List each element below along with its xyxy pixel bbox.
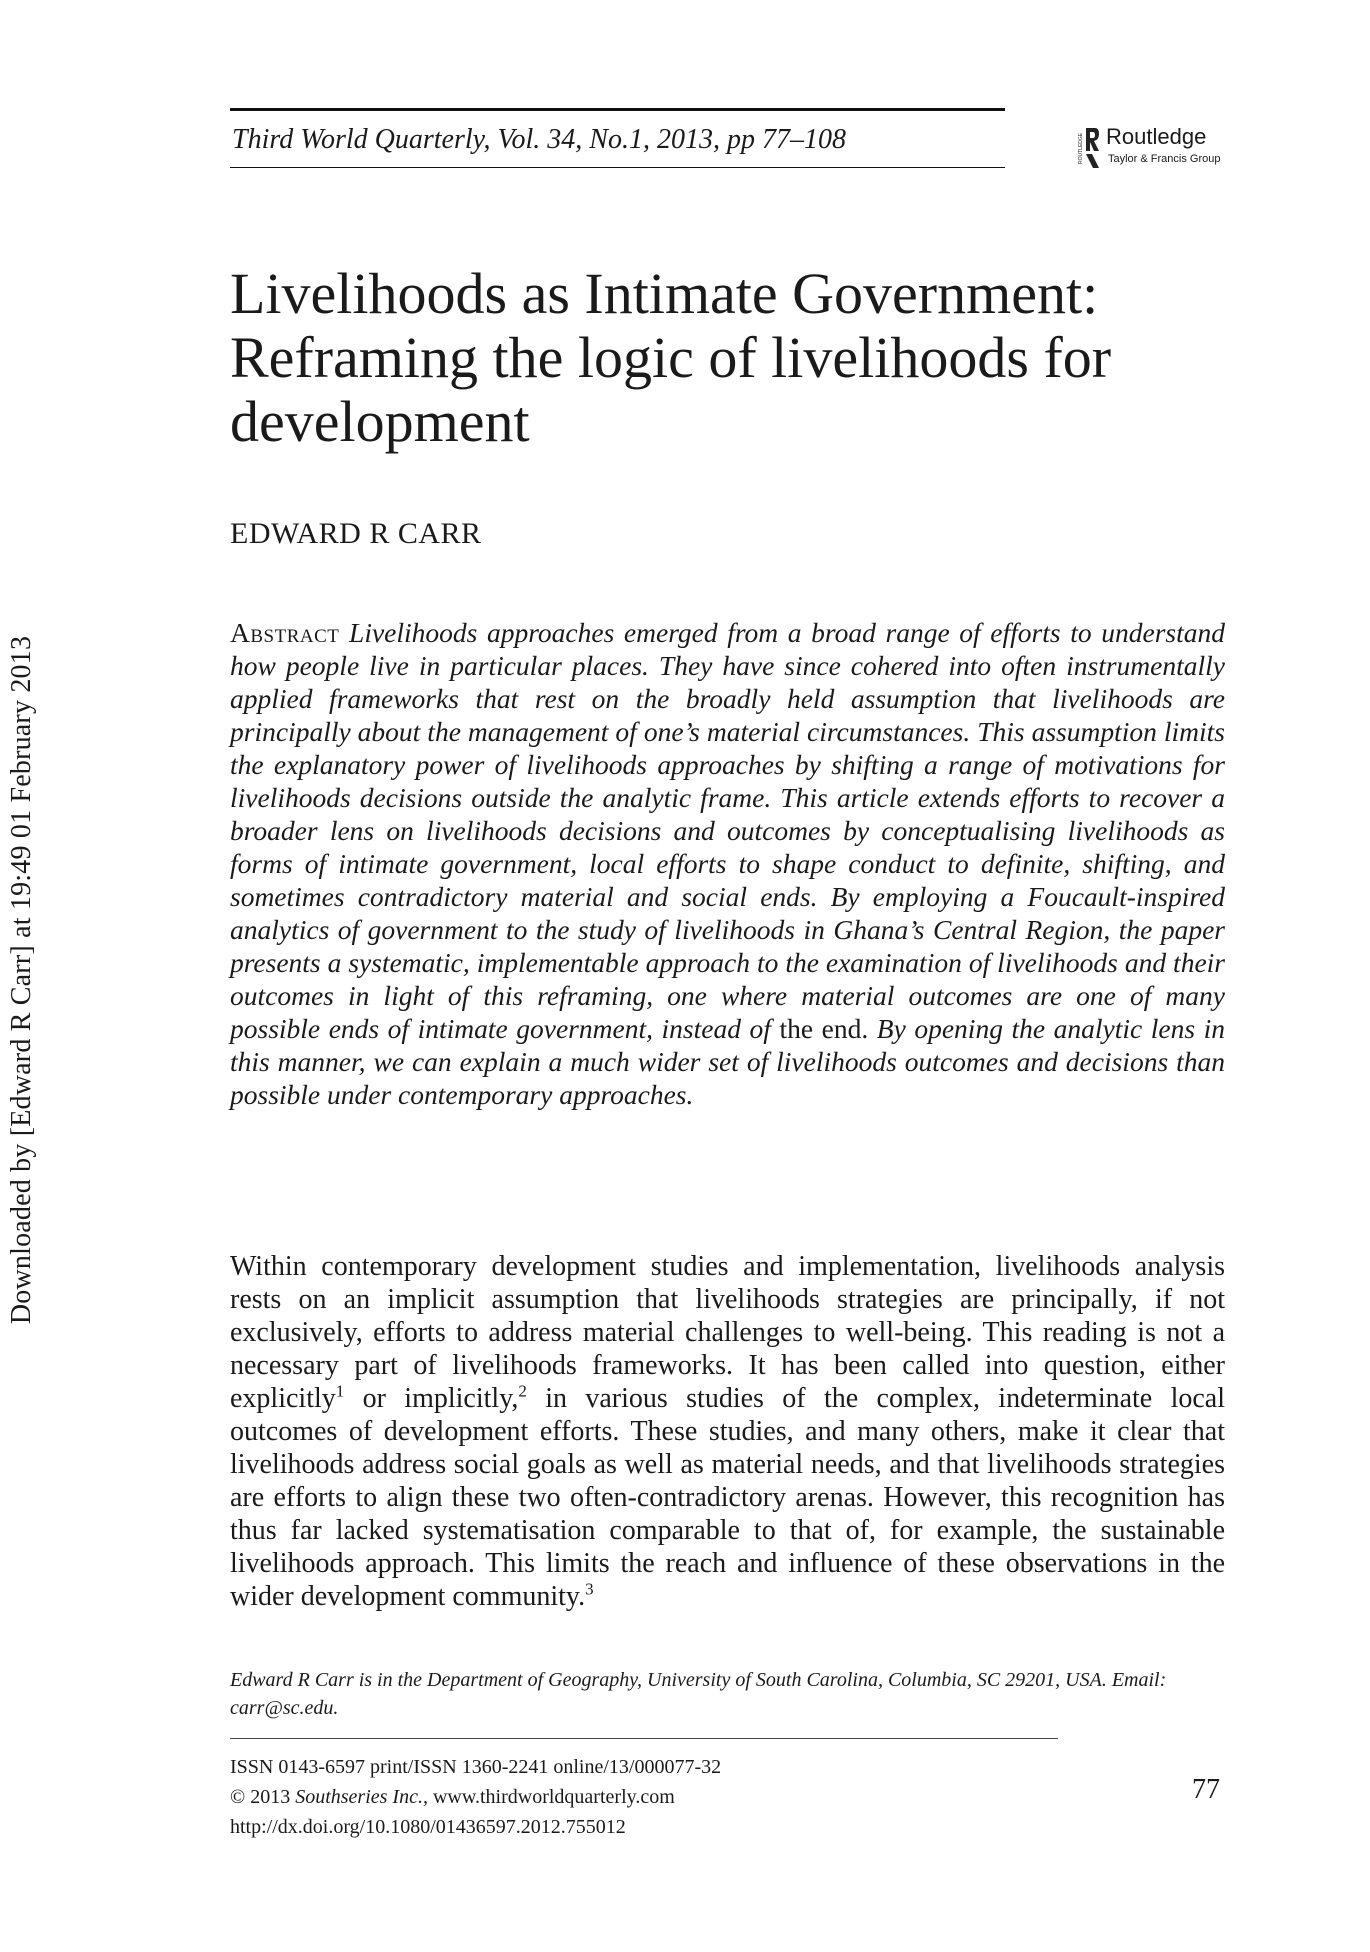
copyright-line: [230, 1782, 721, 1812]
publication-footer: [230, 1752, 721, 1842]
footnote-ref-2[interactable]: 2: [518, 1381, 527, 1401]
download-watermark: [2, 635, 42, 1325]
body-paragraph: [230, 1250, 1225, 1613]
abstract-text: Livelihoods approaches emerged from a broad range of efforts to understand how people live in particular places. They have since cohered into often instrumentally applied frameworks that rest on the broadly held assumption that livelihoods are principally about the management of one’s material circumstances. This assumption limits the explanatory power of livelihoods approaches by shifting a range of motivations for livelihoods decisions outside the analytic frame. This article extends efforts to recover a broader lens on livelihoods decisions and outcomes by conceptualising livelihoods as forms of intimate government, local efforts to shape conduct to definite, shifting, and sometimes contradictory material and social ends. By employing a Foucault-inspired analytics of government to the study of livelihoods in Ghana’s Central Region, the paper presents a systematic, implementable approach to the examination of livelihoods and their outcomes in light of this reframing, one where material outcomes are one of many possible ends of intimate government,: [230, 617, 1225, 1044]
website-link[interactable]: www.thirdworldquarterly.com: [432, 1786, 675, 1808]
article-author: EDWARD R CARR: [230, 517, 482, 550]
abstract-the-end: the end.: [779, 1013, 869, 1044]
article-title: Livelihoods as Intimate Government: Reframing the logic of livelihoods for development: [230, 261, 1112, 454]
abstract: [230, 616, 1225, 1111]
journal-header: [230, 108, 1005, 168]
publisher-name: Routledge: [1106, 124, 1207, 149]
doi-link[interactable]: http://dx.doi.org/10.1080/01436597.2012.755012: [230, 1816, 626, 1838]
footnote-ref-3[interactable]: 3: [585, 1579, 594, 1599]
author-affiliation: Edward R Carr is in the Department of Geography, University of South Carolina, Columbia, SC 29201, USA. Email: carr@sc.edu.: [230, 1669, 1167, 1719]
logo-vertical-text: ROUTLEDGE: [1078, 132, 1084, 164]
routledge-logo-icon: [1078, 124, 1100, 170]
footer-divider: [230, 1738, 1058, 1739]
issn-line: ISSN 0143-6597 print/ISSN 1360-2241 online/13/000077-32: [230, 1756, 722, 1778]
body-text-part1: Within contemporary development studies and implementation, livelihoods analysis rests on an implicit assumption that livelihoods strategies are principally, if not exclusively, efforts to address material challenges to well-being. This reading is not a necessary part of livelihoods frameworks. It has been called into question, either explicitly: [230, 1251, 1225, 1414]
copyright-prefix: © 2013: [230, 1786, 291, 1808]
copyright-publisher: Southseries Inc.,: [295, 1786, 428, 1808]
footnote-ref-1[interactable]: 1: [335, 1381, 345, 1401]
journal-citation: Third World Quarterly, Vol. 34, No.1, 2013, pp 77–108: [232, 124, 846, 155]
abstract-tail: By opening the analytic lens in this manner, we can explain a much wider set of livelihoods outcomes and decisions than possible under contemporary approaches.: [230, 1013, 1226, 1110]
publisher-logo: [1078, 124, 1238, 170]
abstract-label: Abstract: [230, 617, 340, 648]
page-number: 77: [1192, 1774, 1220, 1805]
abstract-instead-of: instead of: [661, 1013, 771, 1044]
body-text-part2: or implicitly,: [362, 1383, 519, 1414]
publisher-subtitle: Taylor & Francis Group: [1108, 153, 1221, 165]
body-text-part3: in various studies of the complex, indeterminate local outcomes of development efforts. These studies, and many others, make it clear that livelihoods address social goals as well as material needs, and that livelihoods strategies are efforts to align these two often-contradictory arenas. However, this recognition has thus far lacked systematisation comparable to that of, for example, the sustainable livelihoods approach. This limits the reach and influence of these observations in the wider development community.: [230, 1383, 1226, 1612]
download-watermark-text: Downloaded by [Edward R Carr] at 19:49 01 February 2013: [6, 635, 37, 1325]
